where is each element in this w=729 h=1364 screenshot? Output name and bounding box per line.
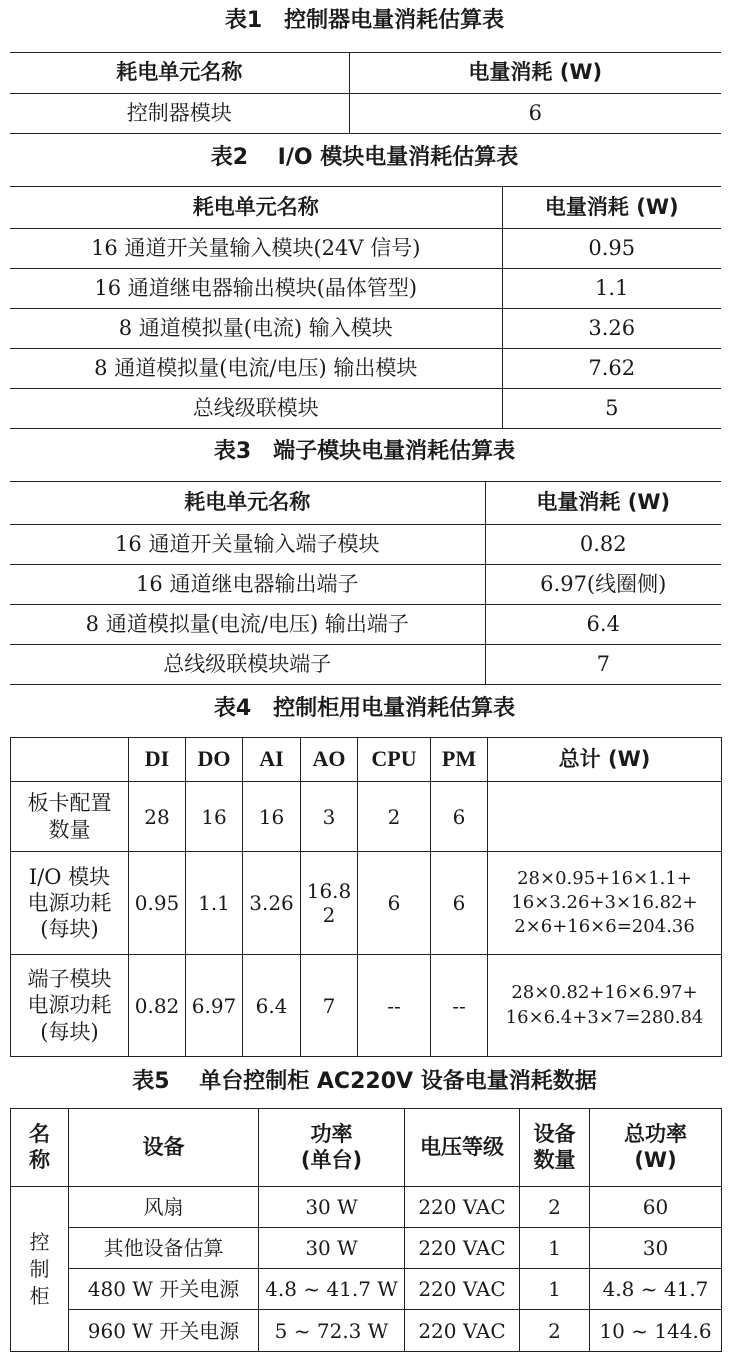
row-label-line: I/O 模块: [28, 864, 111, 889]
table-cell: 6.4: [243, 955, 301, 1057]
row-label-line: 板卡配置: [27, 791, 112, 816]
header-cell: 耗电单元名称: [10, 187, 502, 229]
table-cell: 5 ~ 72.3 W: [259, 1310, 405, 1352]
table-cell: 1: [520, 1269, 590, 1310]
table-cell: 4.8 ~ 41.7: [590, 1269, 722, 1310]
header-cell: [520, 1109, 590, 1187]
header-cell: 电压等级: [405, 1109, 520, 1187]
group-label-char: 控: [29, 1229, 50, 1254]
header-cell: 电量消耗 (W): [502, 187, 721, 229]
table-cell: 480 W 开关电源: [69, 1269, 259, 1310]
table-cell: 8 通道模拟量(电流) 输入模块: [10, 309, 502, 349]
formula-line: 28×0.95+16×1.1+: [517, 867, 692, 889]
table-cell: 6: [358, 852, 431, 955]
formula-line: 28×0.82+16×6.97+: [511, 982, 698, 1004]
table-cell: 16 通道继电器输出模块(晶体管型): [10, 269, 502, 309]
table-row: [10, 565, 721, 605]
formula-line: 16×6.4+3×7=280.84: [505, 1006, 704, 1028]
table-cell: 30: [590, 1228, 722, 1269]
row-label-line: 端子模块: [27, 967, 112, 992]
table-header-row: [10, 187, 721, 229]
table-row: [10, 94, 721, 134]
table-cell: 6.97(线圈侧): [485, 565, 721, 605]
header-cell: 耗电单元名称: [10, 53, 349, 94]
table-cell-empty: [488, 782, 722, 852]
total-formula: [488, 852, 722, 955]
table-cell: 6: [349, 94, 721, 134]
row-label-line: 电源功耗: [27, 993, 112, 1018]
table-cell: 960 W 开关电源: [69, 1310, 259, 1352]
table-header-row: [11, 1109, 722, 1187]
table-cell: 6: [431, 782, 488, 852]
row-label: [11, 782, 129, 852]
table-cell: 30 W: [259, 1228, 405, 1269]
header-line: 名: [29, 1122, 50, 1147]
table-cell: 3.26: [243, 852, 301, 955]
table-row: [10, 525, 721, 565]
header-cell: PM: [431, 738, 488, 782]
cell-line: 16.8: [306, 879, 352, 903]
row-label-line: 电源功耗: [27, 890, 112, 915]
table-cell: 6.4: [485, 605, 721, 645]
row-label-line: (每块): [40, 1019, 99, 1044]
table-cell: 其他设备估算: [69, 1228, 259, 1269]
table-row: [10, 389, 721, 429]
table5-caption: 表5 单台控制柜 AC220V 设备电量消耗数据: [132, 1069, 597, 1094]
table-cell: 8 通道模拟量(电流/电压) 输出端子: [10, 605, 485, 645]
table-cell: 1.1: [186, 852, 243, 955]
header-line: (单台): [300, 1147, 363, 1172]
table1: [10, 52, 721, 134]
group-label: [11, 1187, 69, 1352]
row-label-line: (每块): [40, 917, 99, 942]
row-label: [11, 955, 129, 1057]
header-cell: DO: [186, 738, 243, 782]
table-cell: 2: [520, 1310, 590, 1352]
table-cell: 6.97: [186, 955, 243, 1057]
formula-line: 2×6+16×6=204.36: [514, 916, 695, 938]
table3-caption: 表3 端子模块电量消耗估算表: [213, 439, 516, 464]
table-row: [10, 605, 721, 645]
table-row: [10, 349, 721, 389]
header-cell: DI: [129, 738, 186, 782]
table-cell: 220 VAC: [405, 1310, 520, 1352]
total-formula: [488, 955, 722, 1057]
table-cell: 16 通道继电器输出端子: [10, 565, 485, 605]
header-cell: [259, 1109, 405, 1187]
table-cell: --: [358, 955, 431, 1057]
table-row: [11, 782, 722, 852]
table-cell: 0.82: [485, 525, 721, 565]
table4-caption: 表4 控制柜用电量消耗估算表: [213, 696, 516, 721]
row-label: [11, 852, 129, 955]
header-cell: 耗电单元名称: [10, 482, 485, 525]
header-cell-empty: [11, 738, 129, 782]
table-row: [10, 269, 721, 309]
table-cell: --: [431, 955, 488, 1057]
table-row: [10, 645, 721, 685]
table-header-row: [11, 738, 722, 782]
table-cell: 220 VAC: [405, 1228, 520, 1269]
table-cell: 2: [520, 1187, 590, 1228]
table-header-row: [10, 482, 721, 525]
table-cell: 0.95: [129, 852, 186, 955]
table-cell: 1.1: [502, 269, 721, 309]
table2: [10, 186, 721, 429]
header-line: 设备: [533, 1122, 576, 1147]
table-cell: 10 ~ 144.6: [590, 1310, 722, 1352]
table-cell: 8 通道模拟量(电流/电压) 输出模块: [10, 349, 502, 389]
header-line: (W): [634, 1147, 677, 1172]
table-row: [10, 229, 721, 269]
table-row: [11, 1310, 722, 1352]
table-row: [11, 1187, 722, 1228]
header-cell: 电量消耗 (W): [349, 53, 721, 94]
header-cell: 总计 (W): [488, 738, 722, 782]
table-cell: 16 通道开关量输入端子模块: [10, 525, 485, 565]
table-row: [11, 1269, 722, 1310]
table-cell: 总线级联模块端子: [10, 645, 485, 685]
table2-caption: 表2 I/O 模块电量消耗估算表: [210, 145, 519, 170]
table-header-row: [10, 53, 721, 94]
table-row: [11, 852, 722, 955]
table-cell: 0.82: [129, 955, 186, 1057]
table-cell: 5: [502, 389, 721, 429]
table-cell: 16 通道开关量输入模块(24V 信号): [10, 229, 502, 269]
table-cell: 控制器模块: [10, 94, 349, 134]
table-cell: 3.26: [502, 309, 721, 349]
cell-line: 2: [322, 903, 336, 927]
table-cell: [301, 852, 358, 955]
header-line: 称: [29, 1147, 50, 1172]
header-cell: [590, 1109, 722, 1187]
table-cell: 0.95: [502, 229, 721, 269]
table-row: [11, 955, 722, 1057]
table-cell: 4.8 ~ 41.7 W: [259, 1269, 405, 1310]
table4: [10, 737, 722, 1057]
header-cell: 电量消耗 (W): [485, 482, 721, 525]
header-line: 总功率: [624, 1122, 687, 1147]
table-cell: 7: [301, 955, 358, 1057]
table-cell: 220 VAC: [405, 1269, 520, 1310]
table-cell: 7.62: [502, 349, 721, 389]
table-cell: 16: [186, 782, 243, 852]
table-cell: 3: [301, 782, 358, 852]
header-line: 功率: [310, 1122, 353, 1147]
table-cell: 30 W: [259, 1187, 405, 1228]
table-cell: 1: [520, 1228, 590, 1269]
header-cell: AI: [243, 738, 301, 782]
table-cell: 总线级联模块: [10, 389, 502, 429]
table3: [10, 481, 721, 685]
table-cell: 60: [590, 1187, 722, 1228]
table-cell: 28: [129, 782, 186, 852]
row-label-line: 数量: [48, 817, 91, 842]
table-cell: 6: [431, 852, 488, 955]
header-cell: 设备: [69, 1109, 259, 1187]
table-cell: 7: [485, 645, 721, 685]
formula-line: 16×3.26+3×16.82+: [511, 891, 698, 913]
table5: [10, 1108, 722, 1352]
header-line: 数量: [533, 1147, 576, 1172]
header-cell: [11, 1109, 69, 1187]
table-row: [10, 309, 721, 349]
table-cell: 风扇: [69, 1187, 259, 1228]
header-cell: CPU: [358, 738, 431, 782]
group-label-char: 柜: [29, 1283, 50, 1308]
table1-caption: 表1 控制器电量消耗估算表: [224, 8, 505, 33]
table-cell: 220 VAC: [405, 1187, 520, 1228]
table-cell: 2: [358, 782, 431, 852]
group-label-char: 制: [29, 1256, 50, 1281]
header-cell: AO: [301, 738, 358, 782]
table-row: [11, 1228, 722, 1269]
table-cell: 16: [243, 782, 301, 852]
